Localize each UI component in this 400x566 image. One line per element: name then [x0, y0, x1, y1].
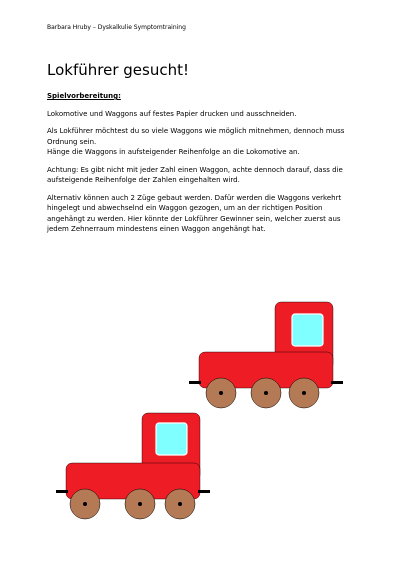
coupler-right: [198, 490, 210, 493]
coupler-left: [189, 381, 201, 384]
paragraph-rules-line1: Als Lokführer möchtest du so viele Waggons wie möglich mitnehmen, dennoch muss Ordnung sein.: [47, 127, 345, 146]
page-title: Lokführer gesucht!: [47, 61, 189, 79]
wheel-icon: [70, 489, 100, 519]
paragraph-alternative: Alternativ können auch 2 Züge gebaut werden. Dafür werden die Waggons verkehrt hingelegt und abwechselnd ein Waggon gezogen, um an der richtigen Position angehängt zu werden. Hier könnte der Lokführer Gewinner sein, welcher zuerst aus jedem Zehnerraum mindestens einen Waggon angehängt hat.: [47, 193, 342, 233]
window-icon: [292, 314, 323, 346]
wheel-icon: [165, 489, 195, 519]
wheel-icon: [206, 378, 236, 408]
coupler-left: [56, 490, 68, 493]
coupler-right: [331, 381, 343, 384]
document-header: Barbara Hruby – Dyskalkulie Symptomtraining: [47, 24, 186, 31]
wheel-icon: [289, 378, 319, 408]
paragraph-rules-2: Hänge die Waggons in aufsteigender Reihenfolge an die Lokomotive an.: [47, 148, 300, 156]
locomotive-illustration-2: [52, 408, 217, 522]
paragraph-attention: Achtung: Es gibt nicht mit jeder Zahl einen Waggon, achte dennoch darauf, dass die aufsteigende Reihenfolge der Zahlen eingehalten wird.: [47, 165, 343, 184]
document-body: [47, 91, 357, 242]
wheel-icon: [251, 378, 281, 408]
locomotive-illustration-1: [185, 297, 350, 411]
setup-text: Lokomotive und Waggons auf festes Papier drucken und ausschneiden.: [47, 109, 297, 118]
window-icon: [156, 423, 187, 455]
setup-heading: Spielvorbereitung:: [47, 92, 121, 100]
paragraph-rules: [47, 126, 357, 147]
wheel-icon: [125, 489, 155, 519]
